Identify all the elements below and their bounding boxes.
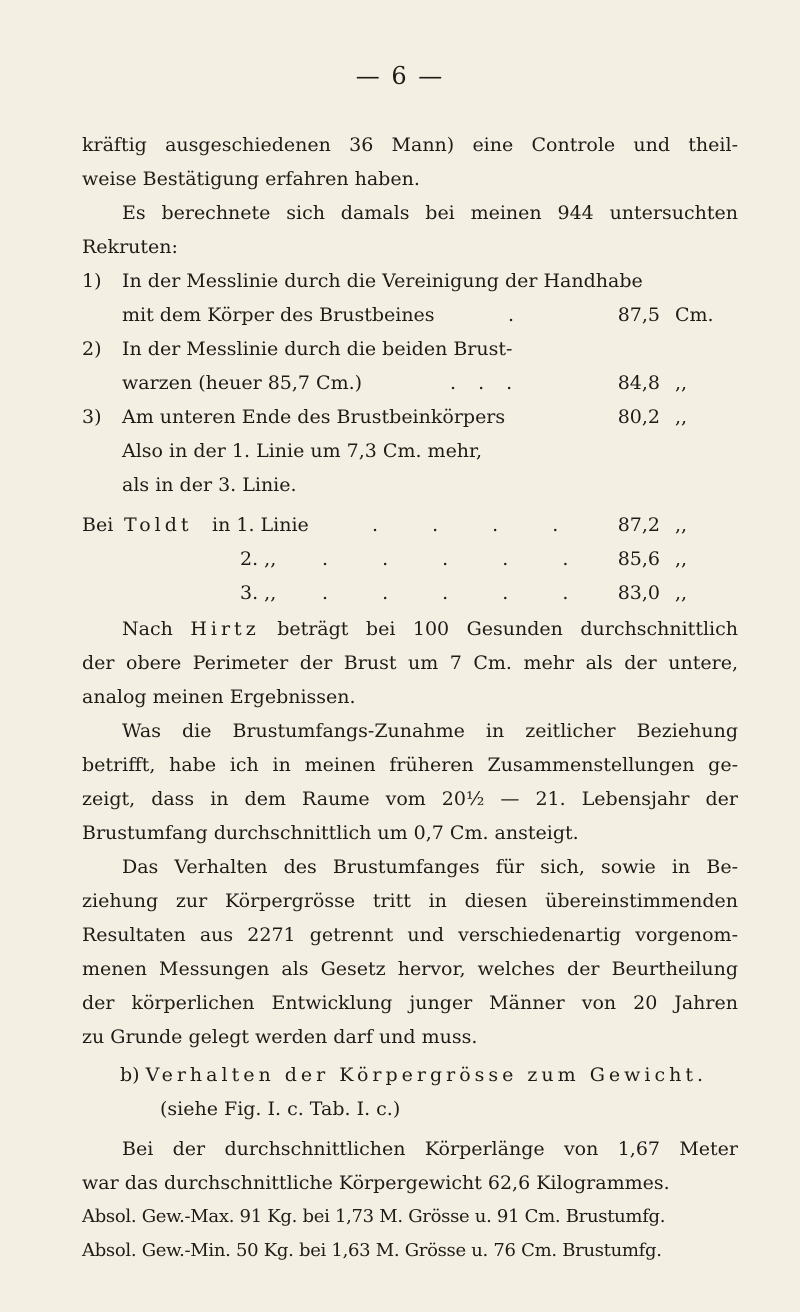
verhalten-line-4: menen Messungen als Gesetz hervor, welches der Beurtheilung xyxy=(82,958,738,980)
also-line-1: Also in der 1. Linie um 7,3 Cm. mehr, xyxy=(122,440,483,462)
toldt-row-1-label: in 1. Linie xyxy=(212,514,309,536)
final-line-3: Absol. Gew.-Max. 91 Kg. bei 1,73 M. Grösse u. 91 Cm. Brustumfg. xyxy=(82,1206,666,1227)
measurement-2-number: 2) xyxy=(82,338,102,360)
section-b-label: b) xyxy=(120,1064,140,1086)
measurement-1-unit: Cm. xyxy=(675,304,714,326)
toldt-row-2-dots: . . . . . xyxy=(322,548,593,570)
measurement-1-label-a: In der Messlinie durch die Vereinigung der Handhabe xyxy=(122,270,643,292)
hirtz-line-1-b: beträgt bei 100 Gesunden durchschnittlich xyxy=(277,618,738,640)
toldt-row-2-unit: ,, xyxy=(675,548,688,570)
measurement-1-number: 1) xyxy=(82,270,102,292)
hirtz-paragraph xyxy=(82,612,738,714)
toldt-prefix: Bei xyxy=(82,514,114,536)
verhalten-line-5: der körperlichen Entwicklung junger Männer von 20 Jahren xyxy=(82,992,738,1014)
intro-line-2: weise Bestätigung erfahren haben. xyxy=(82,168,420,190)
measurement-1-label-b: mit dem Körper des Brustbeines xyxy=(122,304,435,326)
toldt-row-2-label: 2. ,, xyxy=(240,548,277,570)
was-paragraph xyxy=(82,714,738,850)
hirtz-line-3: analog meinen Ergebnissen. xyxy=(82,686,356,708)
measurement-2-label-a: In der Messlinie durch die beiden Brust- xyxy=(122,338,513,360)
measurement-2-dots: . . . xyxy=(450,372,521,394)
verhalten-line-2: ziehung zur Körpergrösse tritt in diesen übereinstimmenden xyxy=(82,890,738,912)
toldt-row-1-dots: . . . . xyxy=(372,514,583,536)
verhalten-paragraph xyxy=(82,850,738,1054)
toldt-name: Toldt xyxy=(124,514,193,536)
measurement-3-label: Am unteren Ende des Brustbeinkörpers xyxy=(122,406,506,428)
measurement-2-unit: ,, xyxy=(675,372,688,394)
intro-paragraph xyxy=(82,128,738,264)
toldt-row-3-label: 3. ,, xyxy=(240,582,277,604)
intro-line-4: Rekruten: xyxy=(82,236,178,258)
toldt-row-3-value: 83,0 xyxy=(617,582,660,604)
toldt-row-3-dots: . . . . . xyxy=(322,582,593,604)
toldt-row-1-value: 87,2 xyxy=(617,514,660,536)
was-line-3: zeigt, dass in dem Raume vom 20½ — 21. Lebensjahr der xyxy=(82,788,738,810)
hirtz-line-1 xyxy=(82,612,738,646)
verhalten-line-6: zu Grunde gelegt werden darf und muss. xyxy=(82,1026,478,1048)
toldt-row-3-unit: ,, xyxy=(675,582,688,604)
measurement-2-label-b: warzen (heuer 85,7 Cm.) xyxy=(122,372,363,394)
page-number: — 6 — xyxy=(355,62,445,90)
verhalten-line-3: Resultaten aus 2271 getrennt und verschiedenartig vorgenom- xyxy=(82,924,738,946)
final-line-1: Bei der durchschnittlichen Körperlänge von 1,67 Meter xyxy=(122,1138,738,1160)
measurement-3-unit: ,, xyxy=(675,406,688,428)
was-line-4: Brustumfang durchschnittlich um 0,7 Cm. ansteigt. xyxy=(82,822,579,844)
measurement-2-value: 84,8 xyxy=(617,372,660,394)
was-line-2: betrifft, habe ich in meinen früheren Zusammenstellungen ge- xyxy=(82,754,738,776)
intro-line-3: Es berechnete sich damals bei meinen 944 untersuchten xyxy=(122,202,738,224)
section-b-title: Verhalten der Körpergrösse zum Gewicht. xyxy=(145,1064,708,1086)
measurement-3-value: 80,2 xyxy=(617,406,660,428)
final-paragraph xyxy=(82,1132,738,1268)
also-line-2: als in der 3. Linie. xyxy=(122,474,297,496)
measurement-3-number: 3) xyxy=(82,406,102,428)
measurement-1-value: 87,5 xyxy=(617,304,660,326)
verhalten-line-1: Das Verhalten des Brustumfanges für sich, sowie in Be- xyxy=(122,856,738,878)
measurement-1-dots: . xyxy=(508,304,515,326)
hirtz-line-2: der obere Perimeter der Brust um 7 Cm. mehr als der untere, xyxy=(82,652,738,674)
final-line-4: Absol. Gew.-Min. 50 Kg. bei 1,63 M. Grösse u. 76 Cm. Brustumfg. xyxy=(82,1240,662,1261)
section-b-subtitle: (siehe Fig. I. c. Tab. I. c.) xyxy=(160,1098,401,1120)
final-line-2: war das durchschnittliche Körpergewicht 62,6 Kilogrammes. xyxy=(82,1172,670,1194)
was-line-1: Was die Brustumfangs-Zunahme in zeitlicher Beziehung xyxy=(122,720,738,742)
toldt-row-1-unit: ,, xyxy=(675,514,688,536)
intro-line-1: kräftig ausgeschiedenen 36 Mann) eine Controle und theil- xyxy=(82,134,738,156)
hirtz-name: Hirtz xyxy=(190,618,260,640)
section-b-heading xyxy=(120,1058,707,1092)
toldt-row-2-value: 85,6 xyxy=(617,548,660,570)
hirtz-line-1-a: Nach xyxy=(122,618,173,640)
